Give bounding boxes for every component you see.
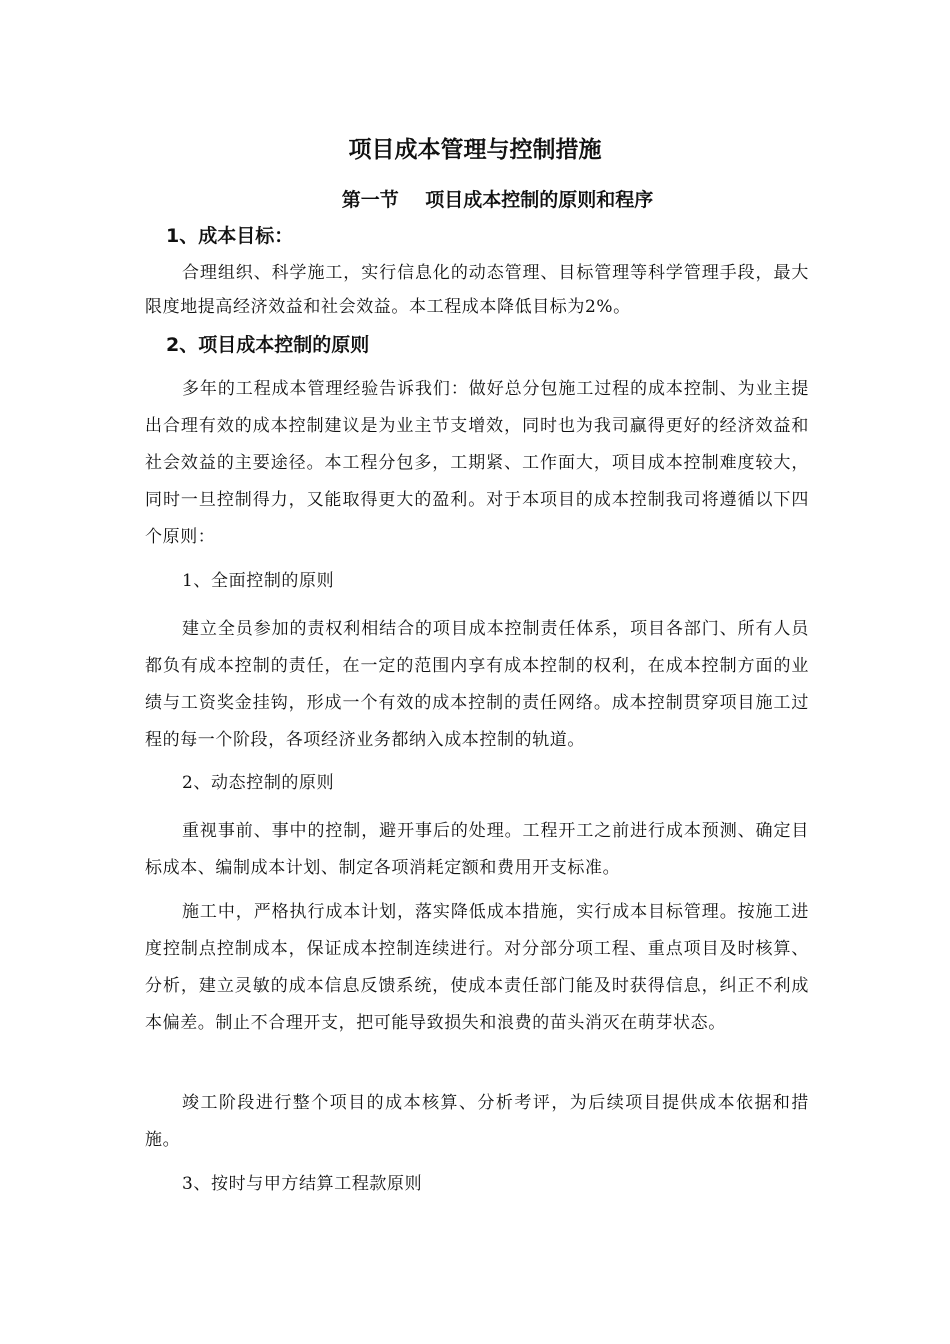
- heading-control-principles: 2、项目成本控制的原则: [166, 334, 370, 356]
- paragraph-principles-intro: 多年的工程成本管理经验告诉我们：做好总分包施工过程的成本控制、为业主提出合理有效的成本控制建议是为业主节支增效，同时也为我司赢得更好的经济效益和社会效益的主要途径。本工程分包多，工期紧、工作面大，项目成本控制难度较大，同时一旦控制得力，又能取得更大的盈利。对于本项目的成本控制我司将遵循以下四个原则：: [145, 379, 809, 547]
- section-title: 第一节 项目成本控制的原则和程序: [341, 189, 654, 211]
- paragraph-cost-target: 合理组织、科学施工，实行信息化的动态管理、目标管理等科学管理手段，最大限度地提高经济效益和社会效益。本工程成本降低目标为2%。: [145, 263, 809, 317]
- subheading-dynamic-control: 2、动态控制的原则: [182, 773, 335, 793]
- paragraph-dynamic-control-completion: 竣工阶段进行整个项目的成本核算、分析考评，为后续项目提供成本依据和措施。: [145, 1093, 809, 1150]
- subheading-full-control: 1、全面控制的原则: [182, 571, 335, 591]
- paragraph-dynamic-control-during: 施工中，严格执行成本计划，落实降低成本措施，实行成本目标管理。按施工进度控制点控制成本，保证成本控制连续进行。对分部分项工程、重点项目及时核算、分析，建立灵敏的成本信息反馈系统，使成本责任部门能及时获得信息，纠正不利成本偏差。制止不合理开支，把可能导致损失和浪费的苗头消灭在萌芽状态。: [145, 902, 809, 1033]
- paragraph-full-control: 建立全员参加的责权利相结合的项目成本控制责任体系，项目各部门、所有人员都负有成本控制的责任，在一定的范围内享有成本控制的权利，在成本控制方面的业绩与工资奖金挂钩，形成一个有效的成本控制的责任网络。成本控制贯穿项目施工过程的每一个阶段，各项经济业务都纳入成本控制的轨道。: [145, 619, 809, 750]
- heading-cost-target: 1、成本目标：: [166, 225, 294, 247]
- document-title: 项目成本管理与控制措施: [348, 137, 602, 163]
- paragraph-dynamic-control-before: 重视事前、事中的控制，避开事后的处理。工程开工之前进行成本预测、确定目标成本、编制成本计划、制定各项消耗定额和费用开支标准。: [145, 821, 809, 878]
- subheading-settlement: 3、按时与甲方结算工程款原则: [182, 1174, 423, 1194]
